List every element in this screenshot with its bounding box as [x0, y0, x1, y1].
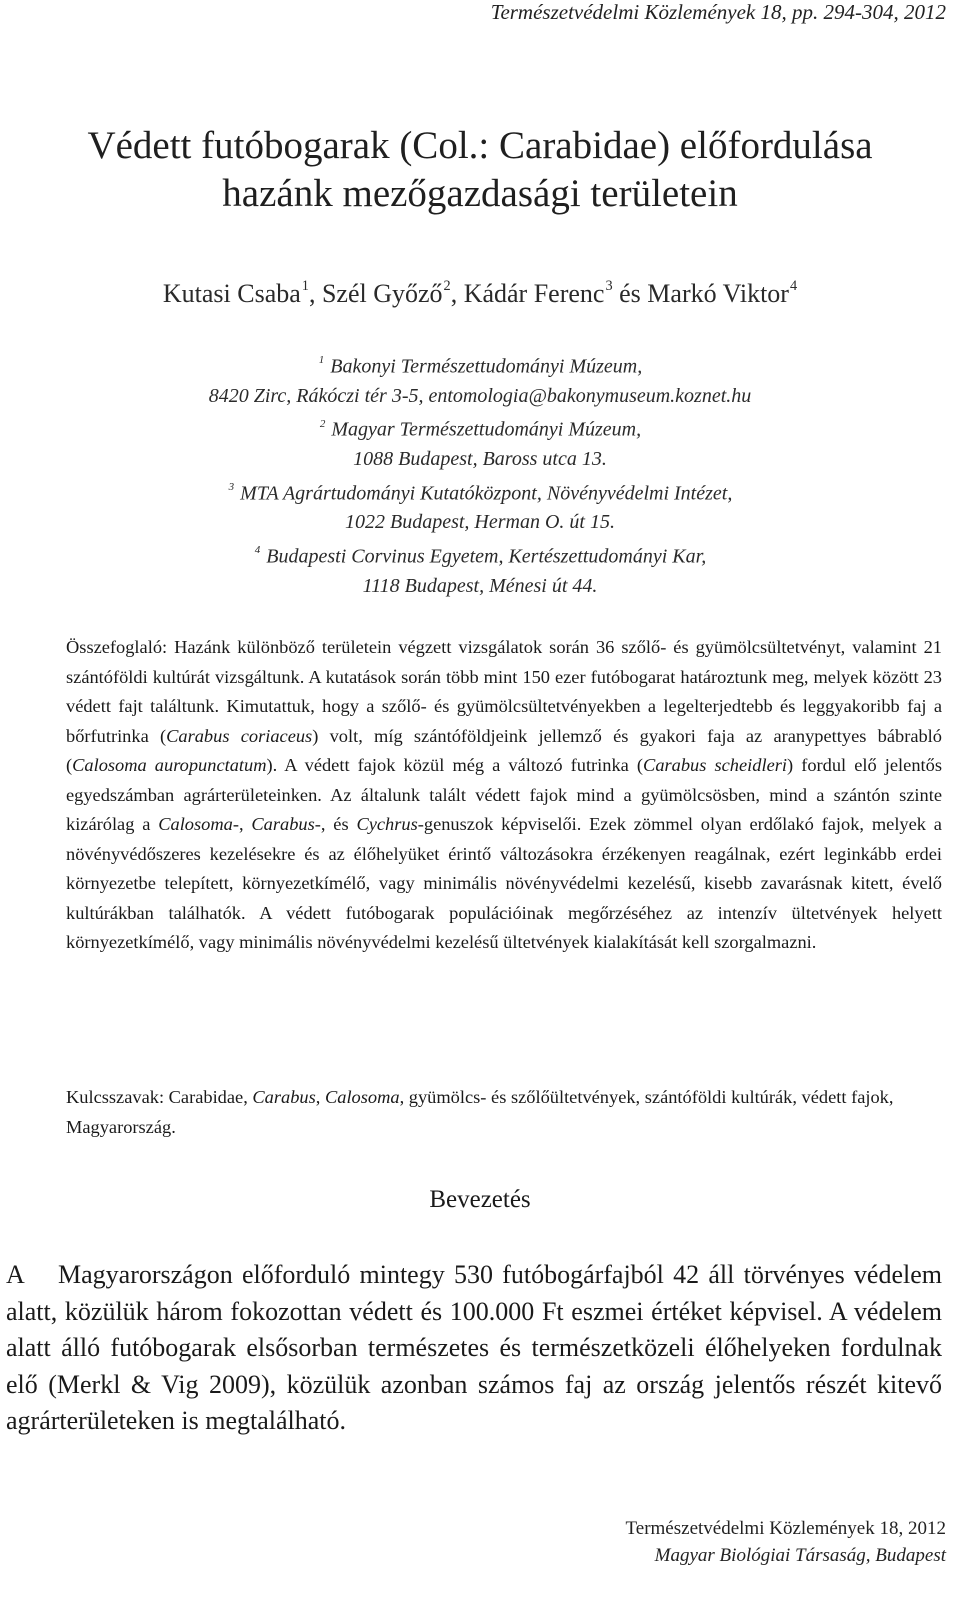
affiliation-3 [0, 475, 960, 538]
author-affiliation-number: 4 [789, 278, 798, 295]
section-heading: Bevezetés [429, 1186, 531, 1213]
species-name: Carabus scheidleri [643, 755, 788, 775]
title-line-1: Védett futóbogarak (Col.: Carabidae) előfordulása [87, 124, 873, 167]
footer-journal: Természetvédelmi Közlemények 18, 2012 [625, 1518, 946, 1539]
abstract-text: ) volt, míg szántóföldjeink jellemző és gyakori faja az aranypettyes bábrabló ( [66, 725, 942, 775]
species-name: Carabus coriaceus [166, 725, 313, 746]
author-separator: és [612, 279, 648, 308]
abstract-label: Összefoglaló: [66, 637, 168, 657]
abstract-text: -, és [314, 814, 357, 834]
affiliation-institution: Magyar Természettudományi Múzeum, [331, 418, 642, 441]
genus-name: Carabus [251, 814, 315, 834]
affiliation-institution: Budapesti Corvinus Egyetem, Kertészettudományi Kar, [266, 545, 707, 568]
affiliation-number: 3 [228, 480, 235, 493]
author-name: Kádár Ferenc [463, 279, 605, 308]
abstract-text: ). A védett fajok közül még a változó futrinka ( [266, 755, 644, 775]
affiliation-institution: MTA Agrártudományi Kutatóközpont, Növényvédelmi Intézet, [240, 482, 733, 505]
affiliation-number: 4 [254, 544, 261, 557]
keywords-text: , [315, 1087, 325, 1107]
paper-title [0, 122, 960, 218]
affiliation-1 [0, 348, 960, 411]
author-name: Markó Viktor [647, 279, 789, 308]
paragraph-first-word: A [6, 1260, 25, 1289]
keywords-text: Carabidae, [164, 1087, 253, 1107]
affiliation-number: 1 [318, 354, 325, 367]
genus-name: Calosoma [158, 814, 233, 834]
author-name: Kutasi Csaba [162, 279, 301, 308]
title-line-2: hazánk mezőgazdasági területein [222, 172, 738, 215]
affiliation-4 [0, 538, 960, 601]
keywords-label: Kulcsszavak: [66, 1087, 165, 1107]
genus-name: Carabus [252, 1087, 316, 1107]
affiliation-address: 1022 Budapest, Herman O. út 15. [345, 511, 615, 534]
author-affiliation-number: 3 [605, 278, 613, 295]
page-footer [625, 1515, 946, 1569]
abstract-text: Hazánk különböző területein végzett vizsgálatok során 36 szőlő- és gyümölcsültetvényt, valamint 21 szántóföldi kultúrát vizsgáltunk. A kutatások során több mint 150 ezer futóbogarat határoztunk meg, melyek között 23 védett fajt találtunk. Kimutattuk, hogy a szőlő- és gyümölcsültetvényekben a legelterjedtebb és leggyakoribb faj a bőrfutrinka ( [66, 637, 942, 746]
affiliation-institution: Bakonyi Természettudományi Múzeum, [330, 355, 643, 378]
species-name: Calosoma auropunctatum [72, 755, 267, 775]
affiliation-address: 1118 Budapest, Ménesi út 44. [362, 574, 598, 597]
author-affiliation-number: 2 [443, 278, 451, 295]
affiliation-number: 2 [319, 417, 326, 430]
abstract-text: -, [232, 814, 252, 834]
journal-citation-header: Természetvédelmi Közlemények 18, pp. 294-304, 2012 [490, 0, 946, 24]
keywords-text: , gyümölcs- és szőlőültetvények, szántóföldi kultúrák, védett fajok, Magyarország. [66, 1087, 894, 1137]
genus-name: Cychrus [356, 814, 418, 834]
author-separator: , [308, 279, 322, 308]
abstract [66, 633, 942, 958]
introduction-paragraph [6, 1257, 942, 1440]
abstract-text: ) fordul elő jelentős egyedszámban agrárterületeinken. Az általunk talált védett fajok mind a gyümölcsösben, mind a szántón szinte kizárólag a [66, 755, 942, 834]
affiliation-2 [0, 411, 960, 474]
affiliations [0, 348, 960, 601]
keywords [66, 1083, 942, 1142]
author-affiliation-number: 1 [301, 278, 309, 295]
paragraph-text: Magyarországon előforduló mintegy 530 futóbogárfajból 42 áll törvényes védelem alatt, közülük három fokozottan védett és 100.000 Ft eszmei értéket képvisel. A védelem alatt álló futóbogarak elsősorban természetes és természetközeli élőhelyeken fordulnak elő (Merkl & Vig 2009), közülük azonban számos faj az ország jelentős részét kitevő agrárterületeken is megtalálható. [6, 1260, 942, 1435]
genus-name: Calosoma [324, 1087, 400, 1107]
author-separator: , [450, 279, 464, 308]
affiliation-address: 1088 Budapest, Baross utca 13. [353, 448, 607, 471]
author-list [0, 279, 960, 309]
abstract-text: -genuszok képviselői. Ezek zömmel olyan erdőlakó fajok, melyek a növényvédőszeres kezelésekre és az élőhelyüket érintő változásokra érzékenyen reagálnak, ezért leginkább erdei környezetbe telepített, környezetkímélő, vagy minimális növényvédelmi kezelésű, kisebb zavarásnak kitett, évelő kultúrákban találhatók. A védett futóbogarak populációinak megőrzéséhez az intenzív ültetvények helyett környezetkímélő, vagy minimális növényvédelmi kezelésű ültetvények kialakítását kell szorgalmazni. [66, 814, 942, 952]
author-name: Szél Győző [321, 279, 443, 308]
footer-publisher: Magyar Biológiai Társaság, Budapest [654, 1545, 946, 1566]
affiliation-address: 8420 Zirc, Rákóczi tér 3-5, entomologia@bakonymuseum.koznet.hu [208, 384, 752, 407]
